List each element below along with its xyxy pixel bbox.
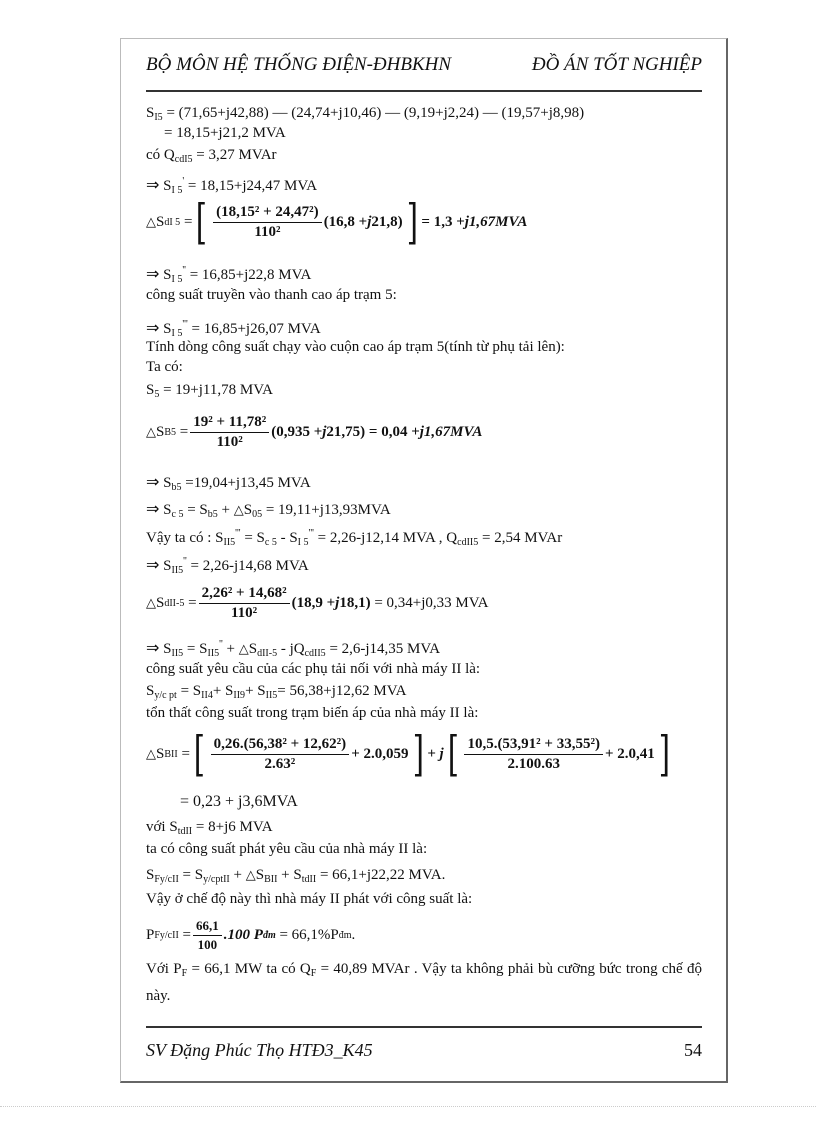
line-si5-second: ⇒ $S_{I 5}'' = 16,85+j22,8$ MVA [146,264,312,285]
line-cong-suat-phat: ta có công suất phát yêu cầu của nhà máy II là: [146,841,428,857]
page-footer [146,1026,702,1060]
line-ta-co: Ta có: [146,359,183,375]
equation-pfy-c-ii: P Fy/cII = $\frac{66,1}{100}$ .100 P đm = 66,1%P đm . [146,917,356,952]
implies-arrow-icon: ⇒ [146,638,160,657]
page-number: 54 [684,1040,702,1060]
delta-icon: △ [245,868,256,883]
page-header [146,52,702,92]
line-cong-suat-yeu-cau: công suất yêu cầu của các phụ tải nối với nhà máy II là: [146,661,481,677]
line-tinh-dong: Tính dòng công suất chạy vào cuộn cao áp trạm 5(tính từ phụ tải lên): [146,339,565,355]
line-si5: $S_{I5} = (71,65+j42,88)$ — (24,74+j10,46) — (9,19+j2,24) — (19,57+j8,98) [146,105,585,123]
line-sii5-second: ⇒ $S_{II5}'' = 2,26-j14,68$ MVA [146,555,309,576]
equation-delta-sdii5: △ S dII-5 = $\frac{\text{2,26² + 14,68²}}{\text{110²}}$ (18,9 + j 18,1) = 0,34+j0,33 MVA [146,584,489,621]
equation-delta-sdi5: △ S dI 5 = [ $\frac{\text{(18,15² + 24,47²)}}{\text{110²}}$ (16,8 + j 21,8) ] = 1,3 + j1,67MVA [146,194,528,250]
line-sb5: ⇒ $S_{b5} =19,04+j13,45$ MVA [146,472,311,493]
header-thesis-title: ĐỒ ÁN TỐT NGHIỆP [531,54,702,75]
line-si5-third: ⇒ $S_{I 5}''' = 16,85+j26,07$ MVA [146,318,321,339]
delta-icon: △ [146,595,156,611]
delta-icon: △ [238,642,249,657]
equation-delta-sb5: △ S B5 = $\frac{\text{19² + 11,78²}}{\text{110²}}$ (0,935 + j 21,75) = 0,04 + j1,67MVA [146,413,483,450]
line-si5-prime: ⇒ $S_{I 5}' = 18,15+j24,47$ MVA [146,175,318,196]
equation-delta-sbii: △ S BII = [ $\frac{\text{0,26.(56,38² + 12,62²)}}{\text{2.63²}}$ + 2.0,059 ] + j [ $\frac{\text{10,5.(53,91² + 33,55²)}}{2.100.63}$ + 2.0,41 ] [146,726,670,782]
implies-arrow-icon: ⇒ [146,175,160,194]
delta-icon: △ [146,214,156,230]
line-sii5: ⇒ $S_{II5} = S_{II5}''$ + $\triangle S_{dII-5} - jQ_{cdII5} = 2,6-j14,35$ MVA [146,638,441,659]
line-vay-ta-co: Vậy ta có : $S_{II5}''' = S_{c 5} - S_{I 5}''' = 2,26-j12,14$ MVA , $Q_{cdII5} = 2,54$ MVAr [146,528,563,548]
page-separator [0,1106,816,1107]
implies-arrow-icon: ⇒ [146,472,160,491]
line-qcd: có $Q_{cdI5} = 3,27$ MVAr [146,147,277,165]
header-department: BỘ MÔN HỆ THỐNG ĐIỆN-ĐHBKHN [146,54,452,75]
line-std-ii: với $S_{tdII} = 8+j6$ MVA [146,819,273,837]
delta-icon: △ [146,424,156,440]
implies-arrow-icon: ⇒ [146,555,160,574]
line-vay-o-che-do: Vậy ở chế độ này thì nhà máy II phát với công suất là: [146,891,473,907]
implies-arrow-icon: ⇒ [146,318,160,337]
line-s5: $S_5 = 19+j11,78$ MVA [146,382,273,400]
delta-icon: △ [146,746,156,762]
line-cao-ap-title: công suất truyền vào thanh cao áp trạm 5: [146,287,397,303]
line-conclusion: Với $P_F = 66,1$ MW ta có $Q_F = 40,89$ MVAr . Vậy ta không phải bù cưỡng bức trong chế độ này. [146,961,702,1004]
delta-icon: △ [233,503,244,518]
implies-arrow-icon: ⇒ [146,264,160,283]
implies-arrow-icon: ⇒ [146,499,160,518]
line-sy-c-pt: $S_{y/c pt} = S_{II4}+ S_{II9}+ S_{II5}= 56,38+j12,62$ MVA [146,683,407,701]
line-sc5: ⇒ $S_{c 5} = S_{b5}$ + $\triangle S_{05} = 19,11+j13,93MVA$ [146,499,391,520]
line-sfy-c-ii: $S_{Fy/cII} = S_{y/cptII}$ + $\triangle S_{BII} + S_{tdII} = 66,1+j22,22$ MVA. [146,867,446,885]
line-si5-result: = 18,15+j21,2 MVA [164,125,286,141]
line-sbii-result: = 0,23 + j3,6MVA [180,793,298,810]
footer-author: SV Đặng Phúc Thọ HTĐ3_K45 [146,1040,373,1060]
line-ton-that: tổn thất công suất trong trạm biến áp của nhà máy II là: [146,705,479,721]
